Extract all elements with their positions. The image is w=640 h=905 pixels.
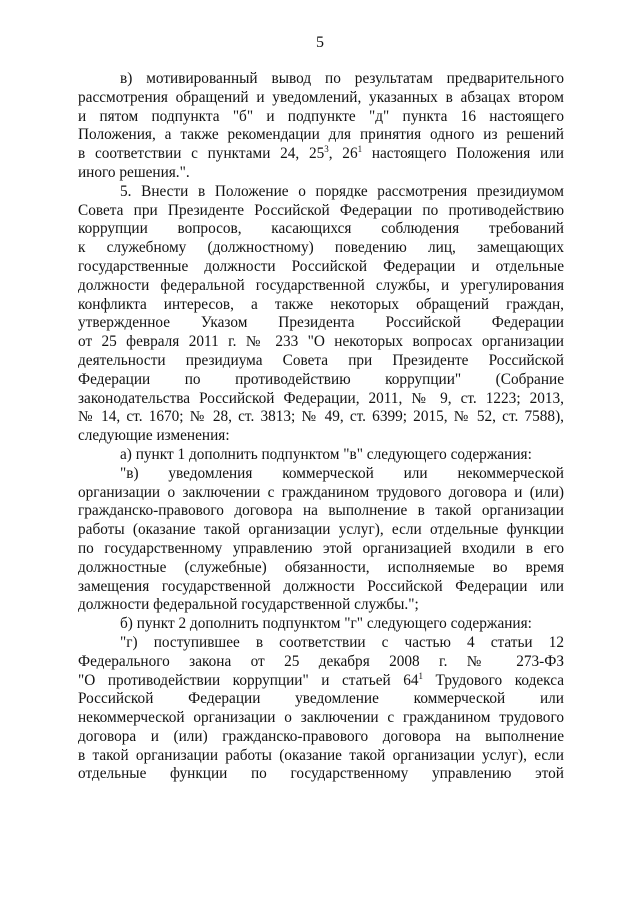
text-line: некоммерческой организации о заключении с гражданином трудового (78, 709, 564, 727)
text-line: а) пункт 1 дополнить подпунктом "в" следующего содержания: (120, 445, 532, 463)
document-body (78, 70, 564, 784)
text-fragment: в соответствии с пунктами 24, 25 (78, 145, 325, 163)
text-line: от 25 февраля 2011 г. № 233 "О некоторых вопросах организации (78, 333, 564, 351)
text-line: замещения государственной должности Российской Федерации или (78, 577, 564, 595)
superscript: 1 (418, 670, 424, 681)
text-line: "в) уведомления коммерческой или некоммерческой (120, 464, 564, 482)
text-line: б) пункт 2 дополнить подпунктом "г" следующего содержания: (120, 615, 532, 633)
text-line: по государственному управлению этой организацией входили в его (78, 539, 564, 557)
text-line: гражданско-правового договора на выполнение в такой организации (78, 502, 564, 520)
text-fragment: , 26 (328, 145, 358, 163)
text-line: законодательства Российской Федерации, 2011, № 9, ст. 1223; 2013, (78, 389, 564, 407)
text-line: следующие изменения: (78, 427, 230, 445)
text-line: иного решения.". (78, 163, 190, 181)
text-line: должности федеральной государственной службы, и урегулирования (78, 276, 564, 294)
text-line: Федерального закона от 25 декабря 2008 г. № 273-ФЗ (78, 652, 564, 670)
text-line: организации о заключении с гражданином трудового договора и (или) (78, 483, 564, 501)
text-fragment: Трудового кодекса (423, 671, 564, 689)
text-line: Российской Федерации уведомление коммерческой или (78, 690, 564, 708)
text-line: в такой организации работы (оказание такой организации услуг), если (78, 746, 564, 764)
text-line (78, 145, 564, 164)
text-line: Положения, а также рекомендации для принятия одного из решений (78, 126, 564, 144)
text-line (78, 672, 564, 691)
text-line: Совета при Президенте Российской Федерации по противодействию (78, 201, 564, 219)
text-line: работы (оказание такой организации услуг), если отдельные функции (78, 521, 564, 539)
text-line: 5. Внести в Положение о порядке рассмотрения президиумом (120, 182, 564, 200)
text-line: "г) поступившее в соответствии с частью 4 статьи 12 (120, 633, 564, 651)
text-line: отдельные функции по государственному управлению этой (78, 765, 564, 783)
text-fragment: настоящего Положения или (362, 145, 564, 163)
text-line: Федерации по противодействию коррупции" (Собрание (78, 370, 564, 388)
text-line: должности федеральной государственной службы."; (78, 596, 419, 614)
text-line: конфликта интересов, а также некоторых обращений граждан, (78, 295, 564, 313)
text-line: должностные (служебные) обязанности, исполняемые во время (78, 558, 564, 576)
text-line: коррупции вопросов, касающихся соблюдения требований (78, 220, 564, 238)
text-line: в) мотивированный вывод по результатам предварительного (120, 70, 564, 87)
text-line: деятельности президиума Совета при Президенте Российской (78, 351, 564, 369)
superscript: 3 (324, 144, 329, 155)
text-line: договора и (или) гражданско-правового договора на выполнение (78, 727, 564, 745)
page-number: 5 (316, 34, 324, 51)
text-line: утвержденное Указом Президента Российской Федерации (78, 314, 564, 332)
text-line: № 14, ст. 1670; № 28, ст. 3813; № 49, ст. 6399; 2015, № 52, ст. 7588), (78, 408, 564, 426)
superscript: 1 (357, 144, 363, 155)
text-fragment: "О противодействии коррупции" и статьей 64 (78, 671, 419, 689)
text-line: к служебному (должностному) поведению лиц, замещающих (78, 239, 564, 257)
text-line: рассмотрения обращений и уведомлений, указанных в абзацах втором (78, 88, 564, 106)
text-line: государственные должности Российской Федерации и отдельные (78, 257, 564, 275)
text-line: и пятом подпункта "б" и подпункте "д" пункта 16 настоящего (78, 107, 564, 125)
